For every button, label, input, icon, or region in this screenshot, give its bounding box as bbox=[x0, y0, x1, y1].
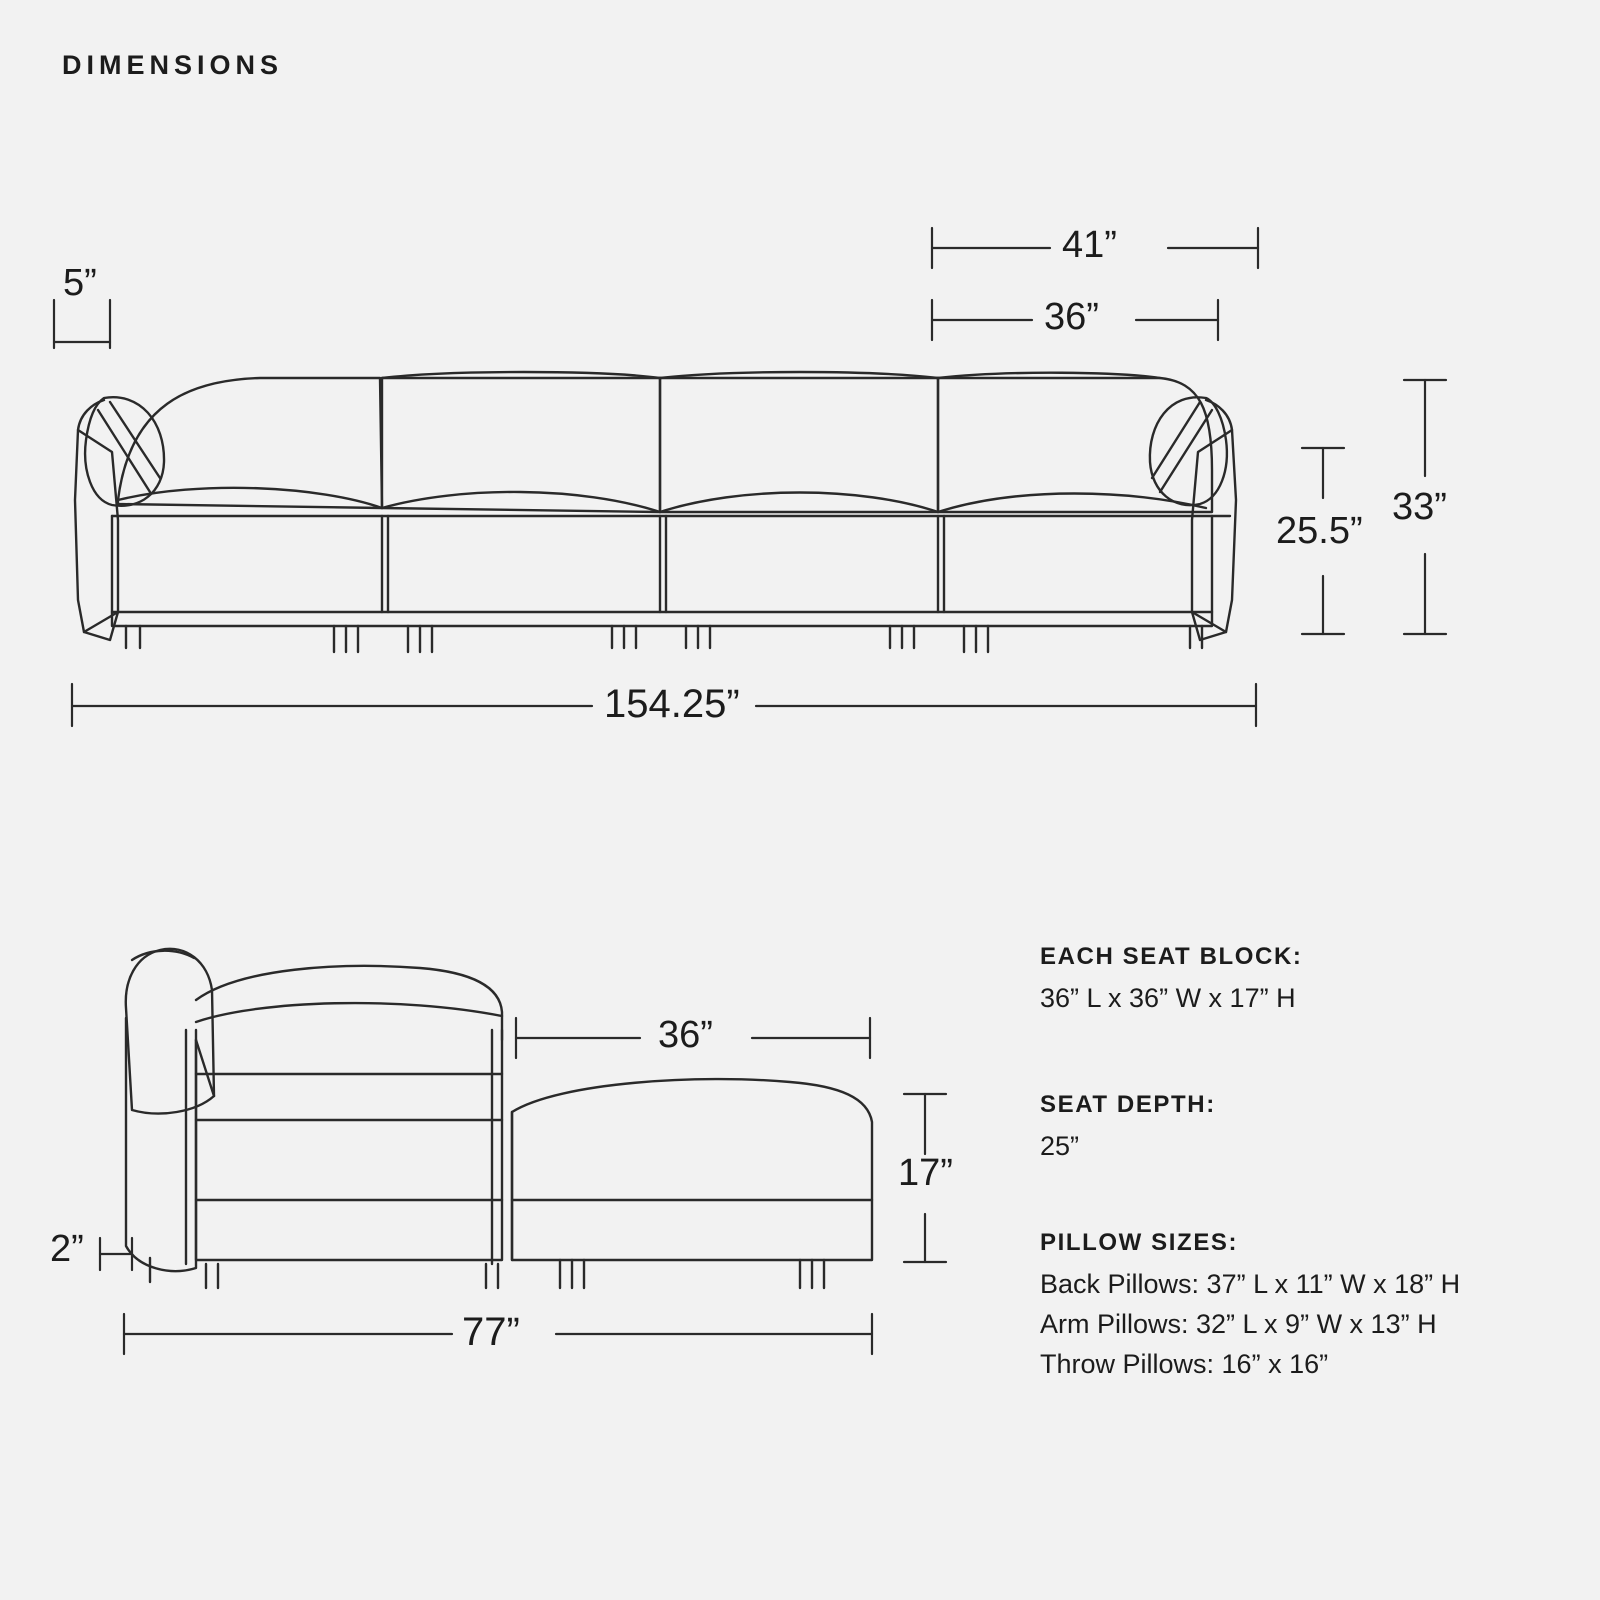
spec-heading: SEAT DEPTH: bbox=[1040, 1091, 1216, 1118]
spec-line: Arm Pillows: 32” L x 9” W x 13” H bbox=[1040, 1309, 1437, 1339]
front-view-sofa bbox=[75, 372, 1236, 652]
spec-block-pillow-sizes bbox=[1040, 1229, 1460, 1389]
label-module-inner-width: 36” bbox=[1044, 296, 1099, 338]
side-view-dimension-lines bbox=[100, 1018, 946, 1354]
spec-line: Throw Pillows: 16” x 16” bbox=[1040, 1349, 1329, 1379]
spec-line: 36” L x 36” W x 17” H bbox=[1040, 983, 1296, 1013]
page-title: DIMENSIONS bbox=[62, 50, 284, 80]
label-leg-height: 2” bbox=[50, 1228, 84, 1270]
spec-line: Back Pillows: 37” L x 11” W x 18” H bbox=[1040, 1269, 1461, 1299]
label-seat-height: 17” bbox=[898, 1152, 953, 1194]
side-view-sofa bbox=[126, 949, 872, 1288]
spec-block-seat-depth bbox=[1040, 1091, 1216, 1171]
front-view-dimension-lines bbox=[54, 228, 1446, 726]
label-arm-thickness: 5” bbox=[63, 262, 97, 304]
label-overall-width: 154.25” bbox=[604, 682, 740, 726]
label-seat-back-height: 25.5” bbox=[1276, 510, 1363, 552]
spec-line: 25” bbox=[1040, 1131, 1080, 1161]
spec-heading: EACH SEAT BLOCK: bbox=[1040, 943, 1303, 970]
label-ottoman-depth: 36” bbox=[658, 1014, 713, 1056]
label-module-outer-width: 41” bbox=[1062, 224, 1117, 266]
spec-heading: PILLOW SIZES: bbox=[1040, 1229, 1239, 1256]
label-overall-height: 33” bbox=[1392, 486, 1447, 528]
label-overall-depth: 77” bbox=[462, 1310, 520, 1354]
spec-block-seat-block bbox=[1040, 943, 1302, 1023]
